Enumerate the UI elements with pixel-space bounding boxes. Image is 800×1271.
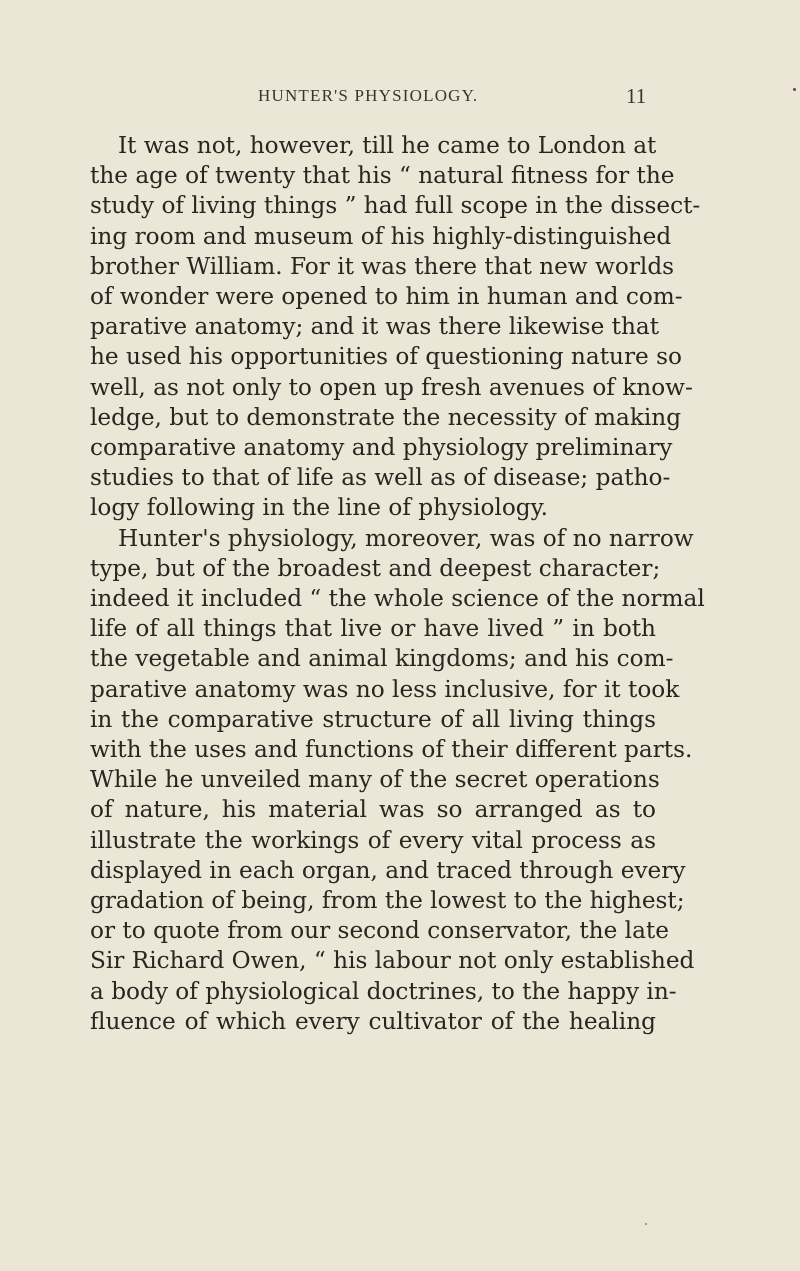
text-line: fluence of which every cultivator of the healing bbox=[90, 1007, 656, 1035]
text-line: brother William. For it was there that new worlds bbox=[90, 252, 675, 280]
text-line: ledge, but to demonstrate the necessity of making bbox=[90, 403, 682, 431]
text-line: parative anatomy was no less inclusive, for it took bbox=[90, 675, 680, 703]
text-line: parative anatomy; and it was there likewise that bbox=[90, 313, 660, 341]
text-line: displayed in each organ, and traced through every bbox=[90, 856, 686, 884]
text-line: the vegetable and animal kingdoms; and his com- bbox=[90, 645, 674, 673]
text-line: he used his opportunities of questioning nature so bbox=[90, 343, 682, 371]
text-line: life of all things that live or have lived ” in both bbox=[90, 615, 656, 643]
text-line: illustrate the workings of every vital process as bbox=[90, 826, 656, 854]
running-head: HUNTER'S PHYSIOLOGY. bbox=[258, 86, 479, 105]
text-line: of wonder were opened to him in human and com- bbox=[90, 283, 683, 310]
text-line: studies to that of life as well as of disease; patho- bbox=[90, 464, 671, 492]
text-line: Hunter's physiology, moreover, was of no narrow bbox=[118, 524, 694, 552]
text-line: While he unveiled many of the secret operations bbox=[90, 766, 660, 794]
text-line: or to quote from our second conservator, the late bbox=[90, 917, 669, 945]
text-line: It was not, however, till he came to London at bbox=[118, 132, 657, 159]
paper-speck bbox=[645, 1223, 647, 1225]
text-line: in the comparative structure of all living things bbox=[90, 705, 656, 733]
text-line: ing room and museum of his highly-distinguished bbox=[90, 222, 672, 250]
text-line: of nature, his material was so arranged as to bbox=[90, 796, 656, 824]
text-line: the age of twenty that his “ natural fitness for the bbox=[90, 162, 675, 190]
text-line: with the uses and functions of their different parts. bbox=[90, 736, 693, 763]
text-line: well, as not only to open up fresh avenues of know- bbox=[90, 373, 693, 401]
text-line: Sir Richard Owen, “ his labour not only established bbox=[90, 947, 695, 975]
text-line: gradation of being, from the lowest to the highest; bbox=[90, 887, 685, 914]
text-line: type, but of the broadest and deepest character; bbox=[90, 554, 661, 582]
text-line: a body of physiological doctrines, to the happy in- bbox=[90, 977, 677, 1005]
margin-mark bbox=[793, 88, 796, 91]
page-number: 11 bbox=[626, 84, 647, 108]
text-line: indeed it included “ the whole science of the normal bbox=[90, 585, 705, 612]
text-line: study of living things ” had full scope in the dissect- bbox=[90, 192, 701, 220]
text-line: logy following in the line of physiology. bbox=[90, 494, 549, 522]
text-line: comparative anatomy and physiology preliminary bbox=[90, 434, 673, 461]
